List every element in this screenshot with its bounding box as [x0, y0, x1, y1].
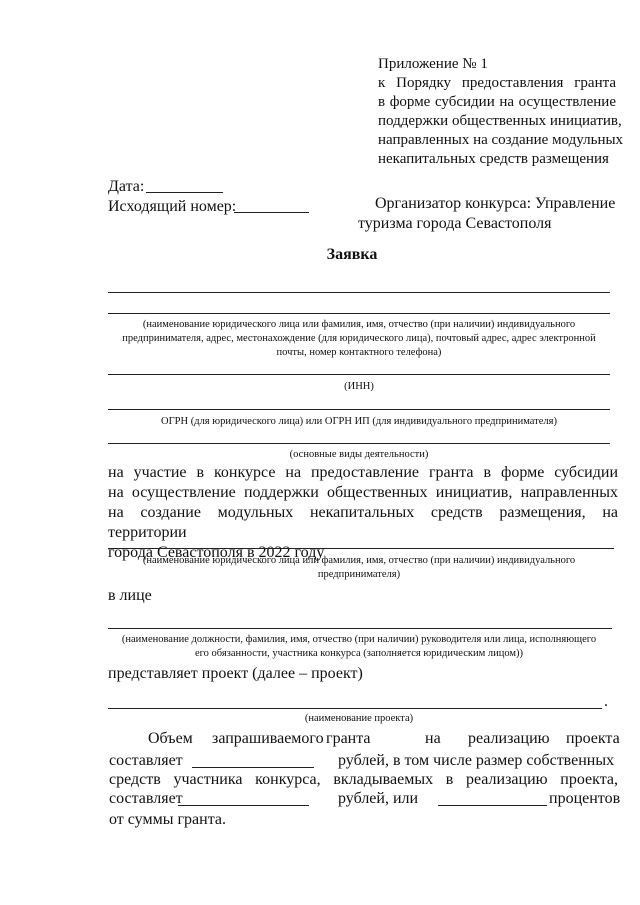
organizer-line: Организатор конкурса: Управление: [375, 195, 616, 212]
inn-field[interactable]: [108, 374, 610, 375]
own-amount-row: составляет рублей, или процентов: [109, 790, 621, 807]
appendix-line: в форме субсидии на осуществление: [378, 94, 616, 110]
ogrn-caption: ОГРН (для юридического лица) или ОГРН ИП (для индивидуального предпринимателя): [161, 416, 557, 427]
closing-line: от суммы гранта.: [109, 811, 226, 828]
date-field[interactable]: [146, 192, 223, 193]
project-name-field[interactable]: [108, 708, 602, 709]
date-label: Дата:: [108, 178, 145, 195]
in-person-label: в лице: [108, 587, 152, 604]
outgoing-number-label: Исходящий номер:: [108, 198, 237, 215]
presents-project-text: представляет проект (далее – проект): [108, 665, 363, 682]
appendix-line: некапитальных средств размещения: [378, 151, 609, 167]
appendix-line: направленных на создание модульных: [378, 132, 624, 148]
activity-caption: (основные виды деятельности): [289, 449, 429, 460]
own-funds-line: средств участника конкурса, вкладываемых в реализацию проекта,: [109, 771, 618, 788]
position-caption: (наименование должности, фамилия, имя, отчество (при наличии) руководителя или лица, исполняющего его обязанности, участника конкурса (заполняется юридическим лицом)): [121, 634, 597, 659]
entity-caption: (наименование юридического лица или фамилия, имя, отчество (при наличии) индивидуального предпринимателя): [142, 555, 576, 580]
organizer-line: туризма города Севастополя: [358, 215, 552, 232]
grant-amount-field[interactable]: [192, 751, 314, 768]
amount-row: составляет рублей, в том числе размер собственных: [109, 752, 615, 769]
appendix-block: [378, 55, 624, 169]
appendix-line: к Порядку предоставления гранта: [378, 75, 616, 91]
applicant-field[interactable]: [108, 292, 610, 293]
participation-paragraph: на участие в конкурсе на предоставление гранта в форме субсидии на осуществление поддержки общественных инициатив, направленных на создание модульных некапитальных средств размещения, на территории города Севастополя в 2022 году: [108, 464, 618, 561]
form-title: Заявка: [326, 246, 378, 263]
project-line-end: .: [604, 693, 608, 710]
activity-field[interactable]: [108, 443, 610, 444]
outgoing-number-field[interactable]: [234, 212, 309, 213]
inn-caption: (ИНН): [344, 381, 374, 392]
applicant-caption: (наименование юридического лица или фамилия, имя, отчество (при наличии) индивидуального предпринимателя, адрес, местонахождение (для юридического лица), почтовый адрес, адрес электронной почты, номер контактного телефона): [122, 319, 596, 358]
applicant-field[interactable]: [108, 313, 610, 314]
entity-name-field[interactable]: [108, 548, 614, 549]
appendix-title: Приложение № 1: [378, 56, 488, 72]
appendix-line: поддержки общественных инициатив,: [378, 113, 622, 129]
own-funds-amount-field[interactable]: [178, 789, 309, 806]
percent-field[interactable]: [438, 789, 547, 806]
volume-row: Объем запрашиваемого гранта на реализацию проекта: [148, 730, 620, 747]
ogrn-field[interactable]: [108, 409, 610, 410]
project-caption: (наименование проекта): [304, 713, 414, 724]
representative-field[interactable]: [108, 628, 612, 629]
